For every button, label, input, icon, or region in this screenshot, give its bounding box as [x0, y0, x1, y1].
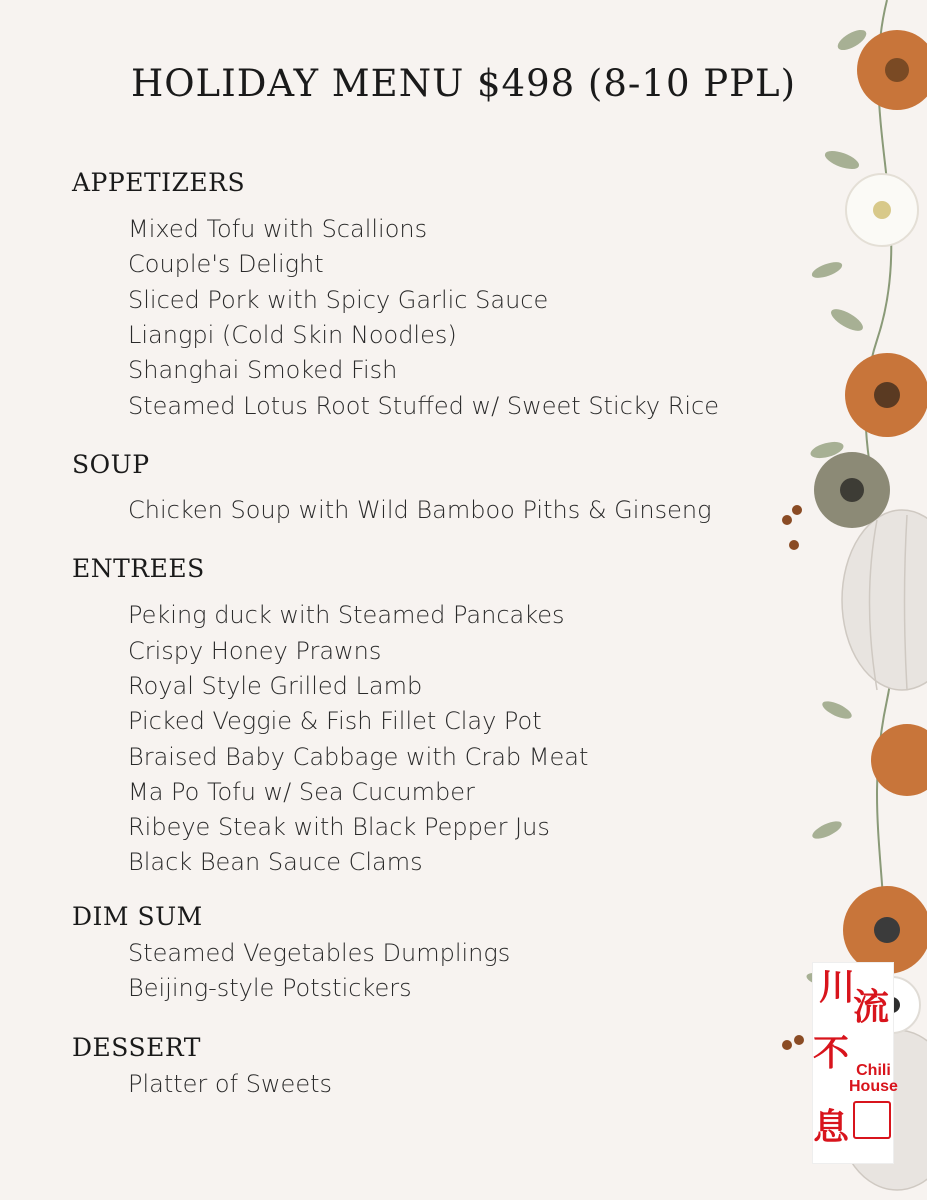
- menu-title: HOLIDAY MENU $498 (8-10 PPL): [130, 62, 797, 105]
- section-title-appetizers: APPETIZERS: [72, 168, 246, 197]
- section-title-dessert: DESSERT: [72, 1033, 201, 1062]
- menu-item: Mixed Tofu with Scallions: [128, 215, 428, 243]
- menu-item: Sliced Pork with Spicy Garlic Sauce: [128, 286, 549, 314]
- menu-item: Steamed Lotus Root Stuffed w/ Sweet Sticky Rice: [128, 392, 719, 420]
- menu-item: Beijing-style Potstickers: [128, 974, 412, 1002]
- logo-brand-line: House: [849, 1078, 898, 1095]
- menu-item: Ma Po Tofu w/ Sea Cucumber: [128, 778, 475, 806]
- logo-character: 不: [813, 1032, 850, 1074]
- menu-item: Platter of Sweets: [128, 1070, 332, 1098]
- menu-item: Ribeye Steak with Black Pepper Jus: [128, 813, 550, 841]
- menu-item: Black Bean Sauce Clams: [128, 848, 423, 876]
- logo-character: 息: [813, 1106, 850, 1148]
- section-title-dim-sum: DIM SUM: [72, 902, 203, 931]
- menu-item: Crispy Honey Prawns: [128, 637, 382, 665]
- section-title-soup: SOUP: [72, 450, 150, 479]
- menu-item: Couple's Delight: [128, 250, 324, 278]
- logo-character: 川: [819, 966, 856, 1008]
- chili-house-logo: [812, 962, 898, 1164]
- menu-item: Shanghai Smoked Fish: [128, 356, 398, 384]
- menu-item: Picked Veggie & Fish Fillet Clay Pot: [128, 707, 542, 735]
- menu-item: Chicken Soup with Wild Bamboo Piths & Ginseng: [128, 496, 712, 524]
- menu-item: Braised Baby Cabbage with Crab Meat: [128, 743, 589, 771]
- menu-item: Royal Style Grilled Lamb: [128, 672, 423, 700]
- logo-brand-name: [849, 1063, 898, 1095]
- section-title-entrees: ENTREES: [72, 554, 205, 583]
- menu-item: Liangpi (Cold Skin Noodles): [128, 321, 457, 349]
- logo-character: 流: [853, 986, 890, 1028]
- menu-item: Peking duck with Steamed Pancakes: [128, 601, 565, 629]
- logo-seal-stamp: [853, 1101, 891, 1139]
- menu-item: Steamed Vegetables Dumplings: [128, 939, 511, 967]
- logo-brand-line: Chili: [856, 1062, 891, 1079]
